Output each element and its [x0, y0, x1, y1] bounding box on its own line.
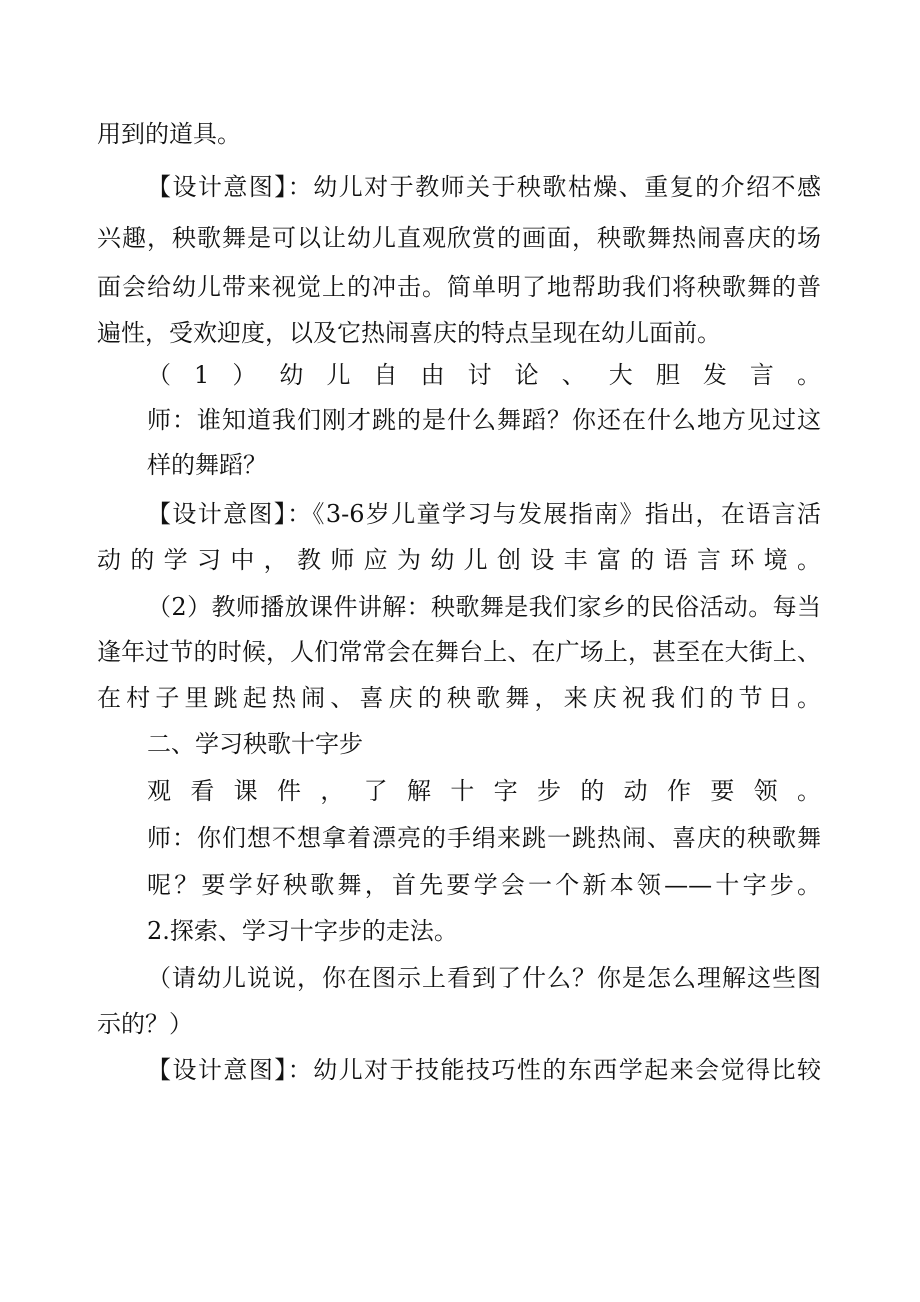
- design-intent-line-3: 【设计意图】：幼儿对于技能技巧性的东西学起来会觉得比较: [147, 1056, 821, 1084]
- step-2-line-2: 逢年过节的时候，人们常常会在舞台上、在广场上，甚至在大街上、: [97, 638, 821, 666]
- text-line-5: 遍性，受欢迎度，以及它热闹喜庆的特点呈现在幼儿面前。: [97, 319, 721, 347]
- watch-courseware-line: 观看课件，了解十字步的动作要领。: [147, 777, 821, 805]
- teacher-line-1: 师：你们想不想拿着漂亮的手绢来跳一跳热闹、喜庆的秧歌舞: [147, 824, 821, 852]
- design-intent-line-2: 【设计意图】：《3-6岁儿童学习与发展指南》指出，在语言活: [147, 500, 821, 528]
- text-line-3: 兴趣，秧歌舞是可以让幼儿直观欣赏的画面，秧歌舞热闹喜庆的场: [97, 224, 821, 252]
- step-1-heading: （1）幼儿自由讨论、大胆发言。: [147, 361, 821, 389]
- text-line-1: 用到的道具。: [97, 120, 241, 148]
- prompt-line-1: （请幼儿说说，你在图示上看到了什么？你是怎么理解这些图: [147, 964, 821, 992]
- prompt-line-2: 示的？）: [97, 1010, 193, 1038]
- teacher-question-line-2: 样的舞蹈？: [147, 451, 267, 479]
- step-2-line-3: 在村子里跳起热闹、喜庆的秧歌舞，来庆祝我们的节日。: [97, 684, 821, 712]
- text-line-10: 动的学习中，教师应为幼儿创设丰富的语言环境。: [97, 546, 821, 574]
- teacher-question-line-1: 师：谁知道我们刚才跳的是什么舞蹈？你还在什么地方见过这: [147, 406, 821, 434]
- step-2-line-1: （2）教师播放课件讲解：秧歌舞是我们家乡的民俗活动。每当: [147, 593, 821, 621]
- step-explore-heading: 2.探索、学习十字步的走法。: [147, 917, 458, 945]
- teacher-line-2: 呢？要学好秧歌舞，首先要学会一个新本领——十字步。: [147, 871, 821, 899]
- text-line-4: 面会给幼儿带来视觉上的冲击。简单明了地帮助我们将秧歌舞的普: [97, 273, 821, 301]
- design-intent-line-1: 【设计意图】：幼儿对于教师关于秧歌枯燥、重复的介绍不感: [147, 173, 821, 201]
- section-heading: 二、学习秧歌十字步: [147, 730, 363, 758]
